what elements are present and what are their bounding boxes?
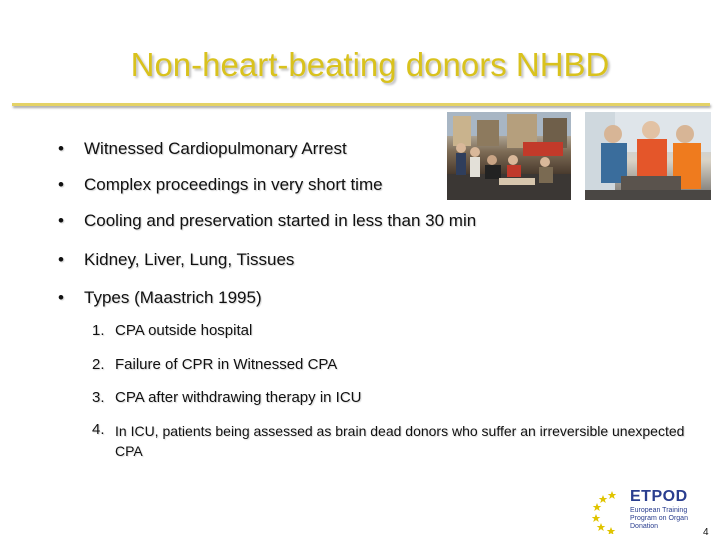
subitem-number: 3. xyxy=(92,389,105,406)
subitem-number: 2. xyxy=(92,356,105,373)
bullet-text: Cooling and preservation started in less than 30 min xyxy=(84,211,477,230)
bullet-marker: • xyxy=(58,211,64,230)
subitem-number: 1. xyxy=(92,322,105,339)
subitem-number: 4. xyxy=(92,421,105,438)
logo-name: ETPOD xyxy=(630,488,688,505)
bullet-marker: • xyxy=(58,175,64,194)
subitem-text: In ICU, patients being assessed as brain dead donors who suffer an irreversible unexpected CPA xyxy=(115,423,685,459)
title-divider xyxy=(12,103,710,106)
bullet-marker: • xyxy=(58,139,64,158)
logo-tagline: European Training Program on Organ Donation xyxy=(630,507,688,530)
bullet-text: Kidney, Liver, Lung, Tissues xyxy=(84,250,295,269)
bullet-text: Witnessed Cardiopulmonary Arrest xyxy=(84,139,347,158)
bullet-marker: • xyxy=(58,250,64,269)
slide-title: Non-heart-beating donors NHBD xyxy=(130,46,610,83)
page-number: 4 xyxy=(703,527,709,538)
subitem-text: CPA outside hospital xyxy=(115,322,253,339)
eu-stars-icon xyxy=(592,488,628,534)
etpod-logo xyxy=(592,488,712,534)
paramedics-photo xyxy=(585,112,711,200)
bullet-marker: • xyxy=(58,288,64,307)
resuscitation-photo xyxy=(447,112,571,200)
bullet-text: Types (Maastrich 1995) xyxy=(84,288,262,307)
subitem-text: CPA after withdrawing therapy in ICU xyxy=(115,389,362,406)
bullet-text: Complex proceedings in very short time xyxy=(84,175,383,194)
subitem-text: Failure of CPR in Witnessed CPA xyxy=(115,356,338,373)
